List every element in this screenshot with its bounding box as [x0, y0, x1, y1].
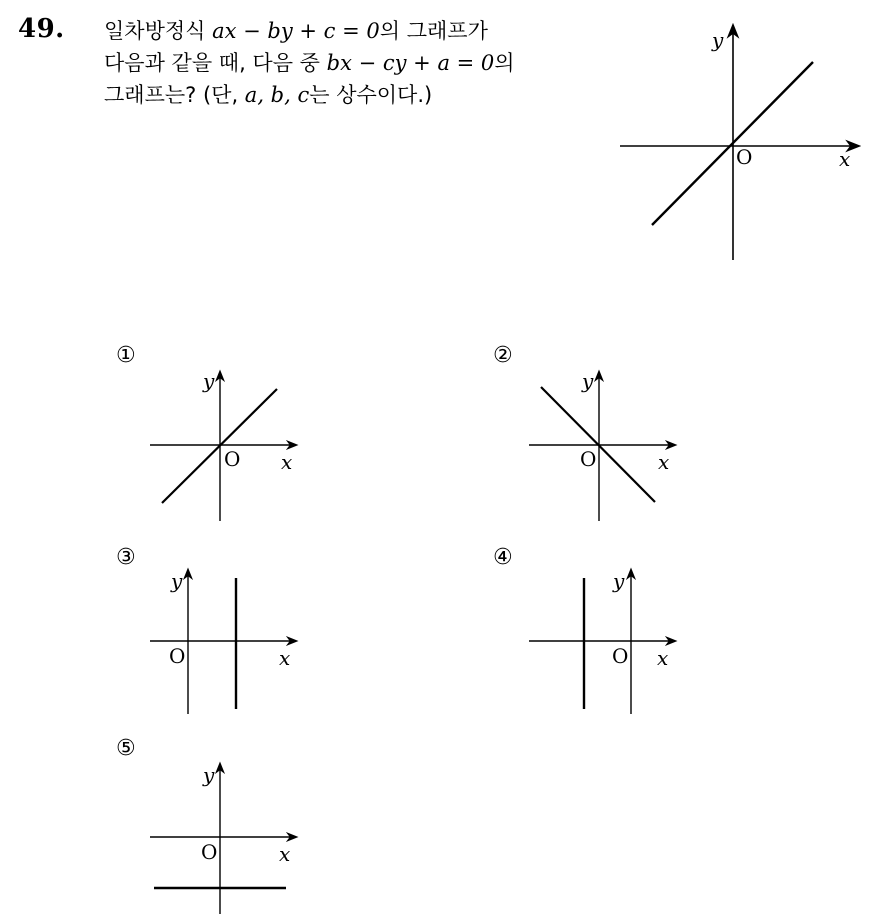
choice-3-graph[interactable]	[148, 566, 300, 716]
choice-2-graph[interactable]	[527, 368, 679, 524]
question-line-1	[104, 15, 604, 47]
y-axis-label: y	[203, 763, 215, 787]
choice-1-graph[interactable]	[148, 368, 300, 524]
x-axis-label: x	[658, 450, 670, 474]
origin-label: O	[224, 447, 241, 471]
given-graph	[615, 20, 865, 265]
question-text-part: 의 그래프가	[379, 19, 488, 43]
question-line-3	[104, 79, 604, 111]
choice-5-graph[interactable]	[148, 760, 300, 916]
question-text-part: 일차방정식	[104, 19, 213, 43]
equation-given: ax − by + c = 0	[212, 19, 380, 43]
equation-target: bx − cy + a = 0	[326, 51, 495, 75]
x-axis-label: x	[839, 147, 851, 171]
y-axis-label: y	[712, 28, 724, 52]
question-line-2	[104, 47, 604, 79]
y-axis-label: y	[582, 369, 594, 393]
x-axis-label: x	[657, 646, 669, 670]
y-axis-label: y	[171, 569, 183, 593]
question-text-part: 의	[494, 51, 515, 75]
choice-2-label[interactable]: ②	[493, 343, 513, 368]
origin-label: O	[201, 840, 218, 864]
origin-label: O	[612, 644, 629, 668]
choice-4-graph[interactable]	[527, 566, 679, 716]
choice-1-label[interactable]: ①	[116, 343, 136, 368]
question-text-part: 다음과 같을 때, 다음 중	[104, 51, 327, 75]
origin-label: O	[736, 145, 753, 169]
question-text	[104, 15, 604, 111]
question-text-part: 는 상수이다.)	[309, 83, 433, 107]
choice-3-label[interactable]: ③	[116, 545, 136, 570]
constants-list: a, b, c	[244, 83, 310, 107]
question-number: 49.	[18, 14, 65, 44]
origin-label: O	[169, 644, 186, 668]
x-axis-label: x	[279, 842, 291, 866]
question-text-part: 그래프는? (단,	[104, 83, 245, 107]
choice-5-label[interactable]: ⑤	[116, 736, 136, 761]
x-axis-label: x	[281, 450, 293, 474]
choice-4-label[interactable]: ④	[493, 545, 513, 570]
y-axis-label: y	[613, 569, 625, 593]
x-axis-label: x	[279, 646, 291, 670]
y-axis-label: y	[203, 369, 215, 393]
origin-label: O	[580, 447, 597, 471]
